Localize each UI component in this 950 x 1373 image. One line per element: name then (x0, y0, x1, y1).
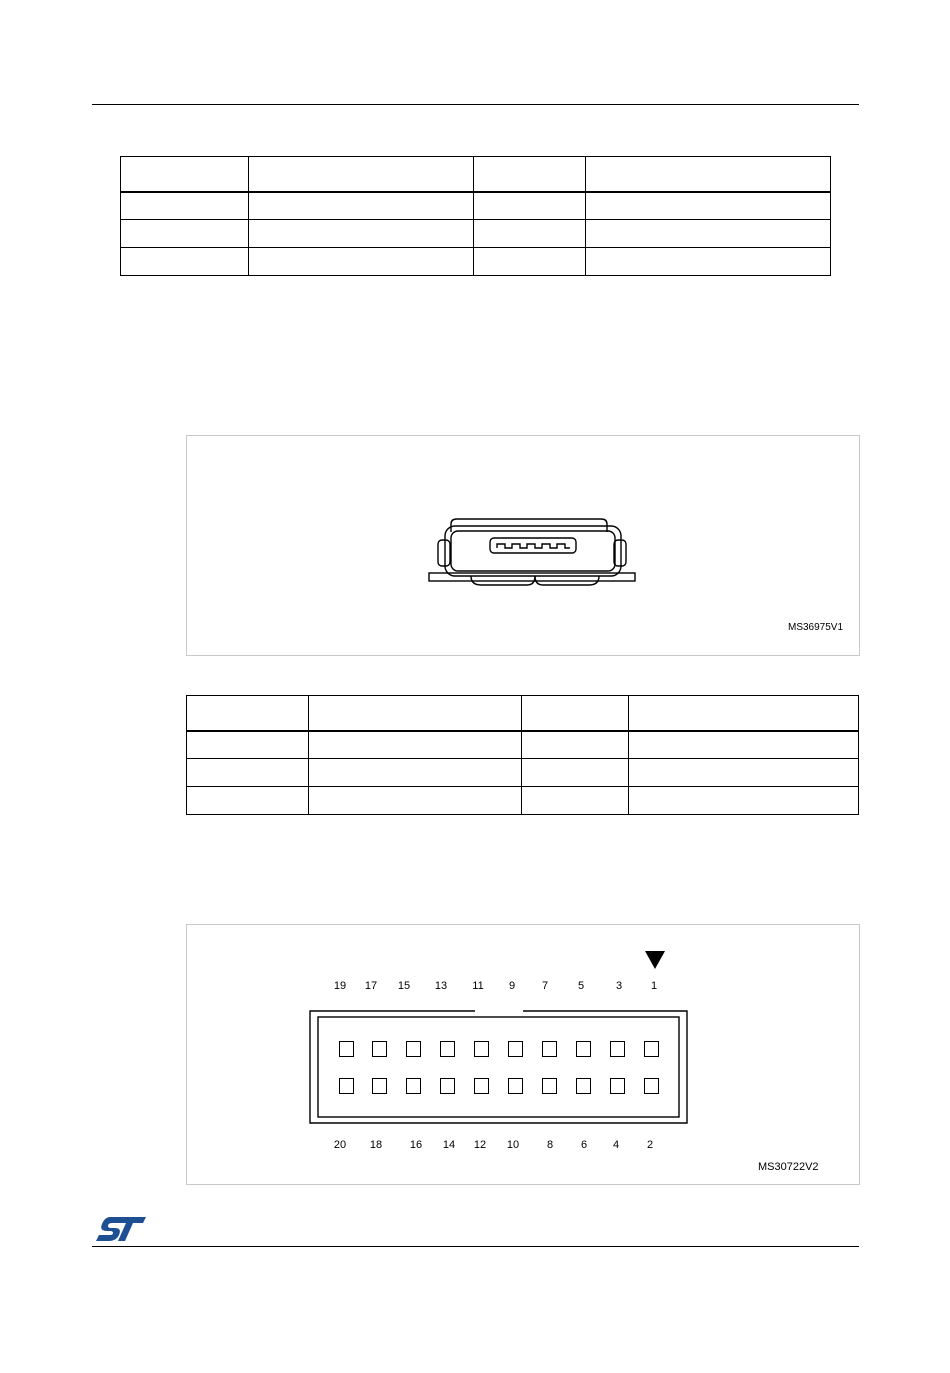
pin-label: 13 (434, 980, 448, 992)
footer-rule (92, 1246, 859, 1247)
pin (339, 1041, 354, 1057)
table-row (121, 220, 831, 248)
table-header-row (187, 696, 859, 731)
table-1 (120, 156, 831, 276)
pin-label: 7 (541, 980, 549, 992)
pin (406, 1041, 421, 1057)
pin-label: 20 (333, 1139, 347, 1151)
pin-label: 8 (546, 1139, 554, 1151)
pin-label: 5 (577, 980, 585, 992)
table-header-row (121, 157, 831, 192)
pin-label: 11 (472, 980, 484, 992)
pin (542, 1041, 557, 1057)
pin-label: 19 (333, 980, 347, 992)
pin (474, 1041, 489, 1057)
pin-label: 15 (397, 980, 411, 992)
header-rule (92, 104, 859, 105)
pin-label: 2 (646, 1139, 654, 1151)
figure-id-label: MS36975V1 (788, 622, 844, 633)
figure-20pin-connector (186, 924, 860, 1185)
pin (644, 1078, 659, 1094)
table-2 (186, 695, 859, 815)
pin (576, 1041, 591, 1057)
pin (610, 1078, 625, 1094)
pin (644, 1041, 659, 1057)
pin (508, 1041, 523, 1057)
pin-label: 16 (409, 1139, 423, 1151)
pin-label: 9 (508, 980, 516, 992)
pin1-marker-icon (645, 951, 665, 969)
pin-label: 1 (650, 980, 658, 992)
pin (372, 1041, 387, 1057)
pin (542, 1078, 557, 1094)
pin-label: 3 (615, 980, 623, 992)
table-row (121, 248, 831, 276)
pin (508, 1078, 523, 1094)
table-row (187, 731, 859, 759)
pin (372, 1078, 387, 1094)
pin-label: 17 (364, 980, 378, 992)
pin (406, 1078, 421, 1094)
table-row (187, 759, 859, 787)
pin (440, 1041, 455, 1057)
pin-label: 6 (580, 1139, 588, 1151)
pin-label: 12 (473, 1139, 487, 1151)
pin (440, 1078, 455, 1094)
pin-label: 18 (369, 1139, 383, 1151)
table-row (187, 787, 859, 815)
pin-label: 10 (506, 1139, 520, 1151)
pin (576, 1078, 591, 1094)
table-row (121, 192, 831, 220)
figure-id-label: MS30722V2 (758, 1161, 819, 1173)
st-logo (96, 1217, 148, 1241)
pin (339, 1078, 354, 1094)
pin-label: 14 (442, 1139, 456, 1151)
pin (474, 1078, 489, 1094)
pin (610, 1041, 625, 1057)
figure-usb-connector (186, 435, 860, 656)
usb-connector-drawing (187, 436, 859, 655)
pin-label: 4 (612, 1139, 620, 1151)
